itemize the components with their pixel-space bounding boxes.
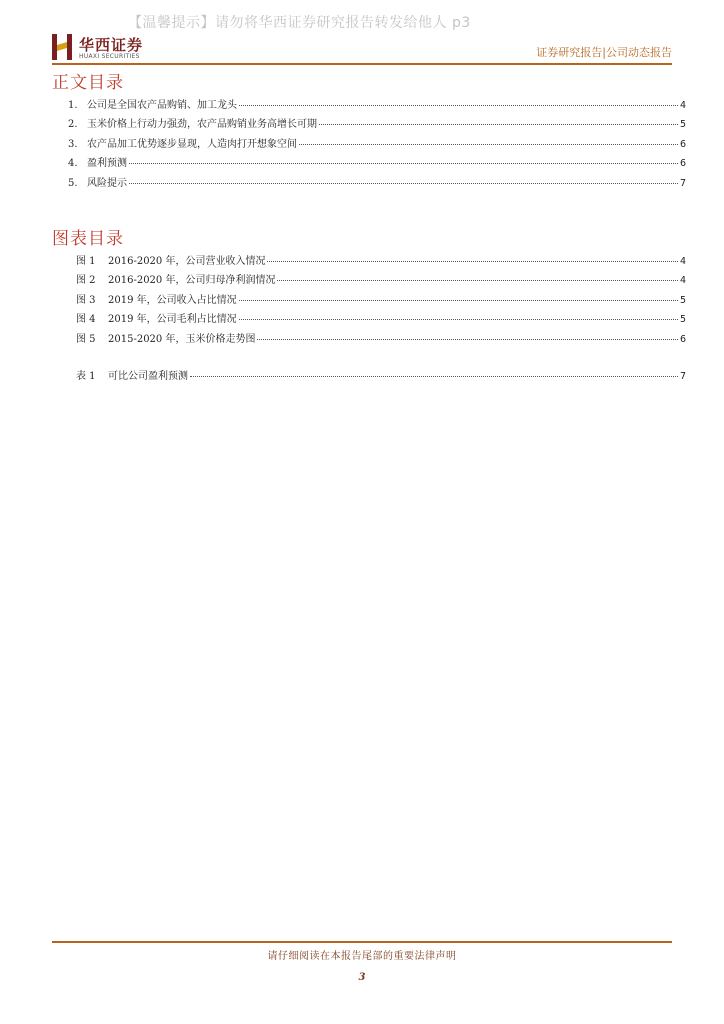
- company-logo: [52, 34, 162, 62]
- toc-entry-number: 2.: [68, 119, 78, 131]
- figure-entry-number: 图 2: [76, 275, 96, 287]
- figure-entry-page: 5: [679, 294, 686, 306]
- leader-dots: [299, 144, 678, 145]
- toc-entry-page: 5: [679, 119, 686, 131]
- figure-entry-text: 2016-2020 年，公司归母净利润情况: [108, 275, 276, 287]
- figure-entry-number: 图 4: [76, 314, 96, 326]
- toc-entry-page: 4: [679, 100, 686, 111]
- logo-english-name: HUAXI SECURITIES: [79, 53, 140, 60]
- leader-dots: [129, 183, 678, 184]
- header-divider: [52, 63, 672, 65]
- figure-entry-number: 图 5: [76, 333, 96, 345]
- toc-entry-page: 7: [679, 177, 686, 189]
- leader-dots: [190, 376, 678, 377]
- leader-dots: [129, 163, 678, 164]
- figure-entry-text: 2016-2020 年，公司营业收入情况: [108, 256, 266, 267]
- table-entry-text: 可比公司盈利预测: [108, 371, 188, 382]
- toc-entry[interactable]: [68, 135, 686, 154]
- toc-title: 正文目录: [52, 73, 124, 93]
- leader-dots: [257, 339, 677, 340]
- leader-dots: [239, 319, 678, 320]
- figure-entry-number: 图 1: [76, 256, 96, 267]
- toc-entry-text: 农产品加工优势逐步显现，人造肉打开想象空间: [87, 138, 297, 150]
- toc-entry[interactable]: [68, 96, 686, 115]
- figure-entry[interactable]: [76, 330, 686, 349]
- logo-chinese-name: 华西证券: [79, 36, 144, 54]
- toc-entry-text: 风险提示: [87, 177, 127, 189]
- toc-entry-number: 3.: [68, 138, 78, 150]
- toc-entry-number: 4.: [68, 158, 78, 170]
- figure-entry-page: 6: [679, 333, 686, 345]
- leader-dots: [239, 300, 678, 301]
- watermark-text: 【温馨提示】请勿将华西证券研究报告转发给他人 p3: [128, 15, 471, 31]
- leader-dots: [277, 280, 677, 281]
- figure-entry-page: 4: [679, 256, 686, 267]
- tables-list: [76, 367, 686, 386]
- toc-entry-text: 玉米价格上行动力强劲，农产品购销业务高增长可期: [87, 119, 317, 131]
- figure-entry-number: 图 3: [76, 294, 96, 306]
- toc-entry[interactable]: [68, 115, 686, 134]
- toc-entry-page: 6: [679, 138, 686, 150]
- figure-entry-text: 2015-2020 年，玉米价格走势图: [108, 333, 256, 345]
- figure-entry-page: 4: [679, 275, 686, 287]
- figures-toc-title: 图表目录: [52, 229, 124, 249]
- figure-entry[interactable]: [76, 291, 686, 310]
- table-entry-number: 表 1: [76, 371, 96, 382]
- table-entry-page: 7: [679, 371, 686, 382]
- toc-entry[interactable]: [68, 174, 686, 193]
- figure-entry[interactable]: [76, 252, 686, 271]
- toc-entry-text: 公司是全国农产品购销、加工龙头: [87, 100, 237, 111]
- logo-mark-icon: [52, 34, 72, 60]
- leader-dots: [239, 105, 678, 106]
- report-type-label: 证券研究报告|公司动态报告: [536, 46, 672, 59]
- page-number: 3: [358, 972, 366, 983]
- figure-entry-page: 5: [679, 314, 686, 326]
- legal-disclaimer-note: 请仔细阅读在本报告尾部的重要法律声明: [267, 951, 457, 962]
- leader-dots: [267, 261, 677, 262]
- toc-entry[interactable]: [68, 154, 686, 173]
- toc-entry-text: 盈利预测: [87, 158, 127, 170]
- toc-entry-number: 5.: [68, 177, 78, 189]
- figure-entry-text: 2019 年，公司毛利占比情况: [108, 314, 237, 326]
- table-entry[interactable]: [76, 367, 686, 386]
- toc-entry-page: 6: [679, 158, 686, 170]
- figure-entry[interactable]: [76, 271, 686, 290]
- footer-divider: [52, 941, 672, 943]
- toc-list: [68, 96, 686, 193]
- figure-entry-text: 2019 年，公司收入占比情况: [108, 294, 237, 306]
- leader-dots: [319, 124, 678, 125]
- figures-list: [76, 252, 686, 349]
- toc-entry-number: 1.: [68, 100, 78, 111]
- figure-entry[interactable]: [76, 310, 686, 329]
